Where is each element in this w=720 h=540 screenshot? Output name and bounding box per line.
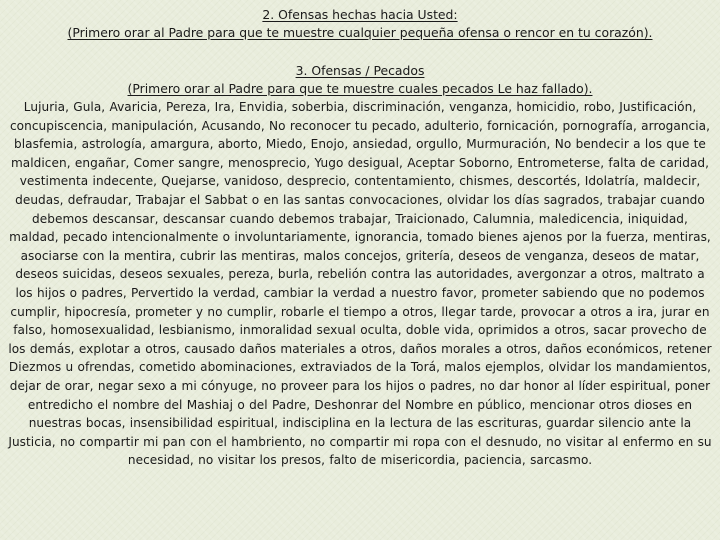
- section-two-subtitle: (Primero orar al Padre para que te muestre cuales pecados Le haz fallado).: [127, 81, 593, 96]
- section-two-title: 3. Ofensas / Pecados: [295, 63, 425, 78]
- section-offenses-against-you: [6, 6, 714, 42]
- section-one-title: 2. Ofensas hechas hacia Usted:: [262, 7, 458, 22]
- section-one-subtitle: (Primero orar al Padre para que te muestre cualquier pequeña ofensa o rencor en tu corazón).: [67, 25, 653, 40]
- section-offenses-sins: [6, 62, 714, 470]
- sins-list-paragraph: Lujuria, Gula, Avaricia, Pereza, Ira, Envidia, soberbia, discriminación, venganza, homicidio, robo, Justificación, concupiscencia, manipulación, Acusando, No reconocer tu pecado, adulterio, fornicación, pornografía, arrogancia, blasfemia, astrología, amargura, aborto, Miedo, Enojo, ansiedad, orgullo, Murmuración, No bendecir a los que te maldicen, engañar, Comer sangre, menosprecio, Yugo desigual, Aceptar Soborno, Entrometerse, falta de caridad, vestimenta indecente, Quejarse, vanidoso, desprecio, contentamiento, chismes, descortés, Idolatría, maldecir, deudas, defraudar, Trabajar el Sabbat o en las santas convocaciones, olvidar los días sagrados, trabajar cuando debemos descansar, descansar cuando debemos trabajar, Traicionado, Calumnia, maledicencia, iniquidad, maldad, pecado intencionalmente o involuntariamente, ignorancia, tomado bienes ajenos por la fuerza, mentiras, asociarse con la mentira, cubrir las mentiras, malos concejos, gritería, deseos de venganza, deseos de matar, deseos suicidas, deseos sexuales, pereza, burla, rebelión contra las autoridades, avergonzar a otros, maltrato a los hijos o padres, Pervertido la verdad, cambiar la verdad a nuestro favor, prometer sabiendo que no podemos cumplir, hipocresía, prometer y no cumplir, robarle el tiempo a otros, llegar tarde, provocar a otros a ira, jurar en falso, homosexualidad, lesbianismo, inmoralidad sexual oculta, doble vida, oprimidos a otros, sacar provecho de los demás, explotar a otros, causado daños materiales a otros, daños morales a otros, daños económicos, retener Diezmos u ofrendas, cometido abominaciones, extraviados de la Torá, malos ejemplos, olvidar los mandamientos, dejar de orar, negar sexo a mi cónyuge, no proveer para los hijos o padres, no dar honor al líder espiritual, poner entredicho el nombre del Mashiaj o del Padre, Deshonrar del Nombre en público, mencionar otros dioses en nuestras bocas, insensibilidad espiritual, indisciplina en la lectura de las escrituras, guardar silencio ante la Justicia, no compartir mi pan con el hambriento, no compartir mi ropa con el desnudo, no visitar al enfermo en su necesidad, no visitar los presos, falto de misericordia, paciencia, sarcasmo.: [8, 100, 712, 468]
